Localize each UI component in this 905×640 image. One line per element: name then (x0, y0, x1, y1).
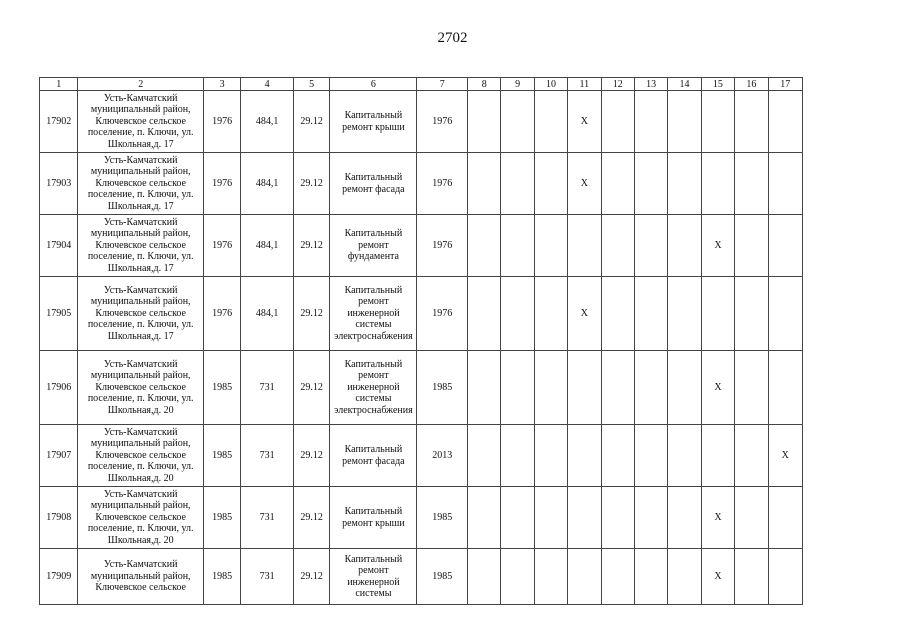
col-10-cell (534, 215, 567, 277)
table-row (40, 153, 803, 215)
table-row (40, 425, 803, 487)
col-9-cell (501, 215, 534, 277)
column-number-cell: 12 (601, 78, 634, 91)
col-17-cell (768, 549, 802, 605)
col-13-cell (634, 487, 667, 549)
col-9-cell (501, 91, 534, 153)
col-16-cell (735, 277, 768, 351)
column-number-cell: 17 (768, 78, 802, 91)
table-body (40, 78, 803, 605)
year-built-cell: 1976 (203, 91, 240, 153)
col-13-cell (634, 215, 667, 277)
col-12-cell (601, 487, 634, 549)
col-13-cell (634, 351, 667, 425)
row-number-cell: 17902 (40, 91, 78, 153)
col-8-cell (468, 351, 501, 425)
col-11-cell: Х (568, 91, 601, 153)
col-11-cell (568, 215, 601, 277)
work-type-cell: Капитальный ремонт фундамента (330, 215, 417, 277)
repair-schedule-table (39, 77, 803, 605)
table-row (40, 549, 803, 605)
deadline-cell: 29.12 (293, 277, 329, 351)
col-12-cell (601, 549, 634, 605)
table-row (40, 91, 803, 153)
year-built-cell: 1976 (203, 153, 240, 215)
col-9-cell (501, 487, 534, 549)
column-number-cell: 8 (468, 78, 501, 91)
row-number-cell: 17907 (40, 425, 78, 487)
col-13-cell (634, 549, 667, 605)
col-15-cell (701, 153, 734, 215)
col-15-cell: Х (701, 215, 734, 277)
work-year-cell: 1985 (417, 351, 468, 425)
year-built-cell: 1985 (203, 549, 240, 605)
deadline-cell: 29.12 (293, 549, 329, 605)
col-10-cell (534, 351, 567, 425)
year-built-cell: 1985 (203, 351, 240, 425)
column-number-cell: 9 (501, 78, 534, 91)
column-number-cell: 4 (241, 78, 294, 91)
work-year-cell: 1976 (417, 215, 468, 277)
col-8-cell (468, 215, 501, 277)
area-cell: 484,1 (241, 277, 294, 351)
work-type-cell: Капитальный ремонт инженерной системы (330, 549, 417, 605)
row-number-cell: 17904 (40, 215, 78, 277)
col-9-cell (501, 351, 534, 425)
col-12-cell (601, 215, 634, 277)
col-15-cell (701, 425, 734, 487)
work-year-cell: 2013 (417, 425, 468, 487)
col-13-cell (634, 425, 667, 487)
column-number-cell: 13 (634, 78, 667, 91)
work-type-cell: Капитальный ремонт крыши (330, 487, 417, 549)
col-14-cell (668, 351, 701, 425)
column-number-cell: 7 (417, 78, 468, 91)
col-16-cell (735, 215, 768, 277)
col-11-cell (568, 549, 601, 605)
col-17-cell (768, 153, 802, 215)
work-year-cell: 1985 (417, 487, 468, 549)
address-cell: Усть-Камчатский муниципальный район, Ключевское сельское (78, 549, 203, 605)
table-row (40, 215, 803, 277)
col-14-cell (668, 277, 701, 351)
col-16-cell (735, 351, 768, 425)
col-11-cell (568, 425, 601, 487)
column-number-cell: 16 (735, 78, 768, 91)
year-built-cell: 1976 (203, 215, 240, 277)
area-cell: 731 (241, 425, 294, 487)
col-12-cell (601, 425, 634, 487)
deadline-cell: 29.12 (293, 487, 329, 549)
address-cell: Усть-Камчатский муниципальный район, Ключевское сельское поселение, п. Ключи, ул. Школьная,д. 20 (78, 425, 203, 487)
deadline-cell: 29.12 (293, 351, 329, 425)
area-cell: 731 (241, 549, 294, 605)
col-17-cell (768, 91, 802, 153)
col-14-cell (668, 153, 701, 215)
col-8-cell (468, 153, 501, 215)
column-number-cell: 11 (568, 78, 601, 91)
col-13-cell (634, 153, 667, 215)
work-type-cell: Капитальный ремонт инженерной системы электроснабжения (330, 277, 417, 351)
col-10-cell (534, 487, 567, 549)
row-number-cell: 17908 (40, 487, 78, 549)
col-17-cell (768, 277, 802, 351)
col-15-cell (701, 91, 734, 153)
col-13-cell (634, 277, 667, 351)
work-type-cell: Капитальный ремонт фасада (330, 153, 417, 215)
col-11-cell (568, 351, 601, 425)
col-17-cell (768, 487, 802, 549)
col-12-cell (601, 91, 634, 153)
table-row (40, 277, 803, 351)
col-9-cell (501, 153, 534, 215)
work-type-cell: Капитальный ремонт фасада (330, 425, 417, 487)
col-16-cell (735, 487, 768, 549)
deadline-cell: 29.12 (293, 425, 329, 487)
col-10-cell (534, 425, 567, 487)
column-number-row (40, 78, 803, 91)
address-cell: Усть-Камчатский муниципальный район, Ключевское сельское поселение, п. Ключи, ул. Школьная,д. 17 (78, 153, 203, 215)
col-14-cell (668, 425, 701, 487)
table-row (40, 487, 803, 549)
address-cell: Усть-Камчатский муниципальный район, Ключевское сельское поселение, п. Ключи, ул. Школьная,д. 20 (78, 487, 203, 549)
area-cell: 484,1 (241, 153, 294, 215)
col-10-cell (534, 277, 567, 351)
deadline-cell: 29.12 (293, 153, 329, 215)
work-year-cell: 1985 (417, 549, 468, 605)
year-built-cell: 1976 (203, 277, 240, 351)
col-10-cell (534, 549, 567, 605)
col-15-cell (701, 277, 734, 351)
col-13-cell (634, 91, 667, 153)
col-9-cell (501, 549, 534, 605)
work-year-cell: 1976 (417, 153, 468, 215)
col-16-cell (735, 425, 768, 487)
area-cell: 731 (241, 487, 294, 549)
col-9-cell (501, 425, 534, 487)
column-number-cell: 2 (78, 78, 203, 91)
col-11-cell: Х (568, 277, 601, 351)
deadline-cell: 29.12 (293, 215, 329, 277)
column-number-cell: 15 (701, 78, 734, 91)
work-type-cell: Капитальный ремонт инженерной системы электроснабжения (330, 351, 417, 425)
address-cell: Усть-Камчатский муниципальный район, Ключевское сельское поселение, п. Ключи, ул. Школьная,д. 17 (78, 91, 203, 153)
work-year-cell: 1976 (417, 277, 468, 351)
col-9-cell (501, 277, 534, 351)
col-15-cell: Х (701, 351, 734, 425)
col-8-cell (468, 425, 501, 487)
col-15-cell: Х (701, 487, 734, 549)
col-12-cell (601, 351, 634, 425)
address-cell: Усть-Камчатский муниципальный район, Ключевское сельское поселение, п. Ключи, ул. Школьная,д. 17 (78, 277, 203, 351)
column-number-cell: 14 (668, 78, 701, 91)
area-cell: 484,1 (241, 91, 294, 153)
col-17-cell (768, 351, 802, 425)
col-16-cell (735, 153, 768, 215)
col-11-cell: Х (568, 153, 601, 215)
column-number-cell: 3 (203, 78, 240, 91)
address-cell: Усть-Камчатский муниципальный район, Ключевское сельское поселение, п. Ключи, ул. Школьная,д. 20 (78, 351, 203, 425)
area-cell: 731 (241, 351, 294, 425)
row-number-cell: 17903 (40, 153, 78, 215)
page-number: 2702 (437, 30, 468, 46)
row-number-cell: 17909 (40, 549, 78, 605)
col-14-cell (668, 549, 701, 605)
col-17-cell (768, 215, 802, 277)
col-14-cell (668, 487, 701, 549)
deadline-cell: 29.12 (293, 91, 329, 153)
col-15-cell: Х (701, 549, 734, 605)
col-11-cell (568, 487, 601, 549)
column-number-cell: 1 (40, 78, 78, 91)
col-14-cell (668, 215, 701, 277)
row-number-cell: 17906 (40, 351, 78, 425)
address-cell: Усть-Камчатский муниципальный район, Ключевское сельское поселение, п. Ключи, ул. Школьная,д. 17 (78, 215, 203, 277)
col-16-cell (735, 549, 768, 605)
col-8-cell (468, 91, 501, 153)
col-17-cell: Х (768, 425, 802, 487)
col-16-cell (735, 91, 768, 153)
row-number-cell: 17905 (40, 277, 78, 351)
area-cell: 484,1 (241, 215, 294, 277)
column-number-cell: 6 (330, 78, 417, 91)
col-12-cell (601, 153, 634, 215)
col-8-cell (468, 487, 501, 549)
year-built-cell: 1985 (203, 425, 240, 487)
col-12-cell (601, 277, 634, 351)
col-14-cell (668, 91, 701, 153)
table-row (40, 351, 803, 425)
work-type-cell: Капитальный ремонт крыши (330, 91, 417, 153)
year-built-cell: 1985 (203, 487, 240, 549)
work-year-cell: 1976 (417, 91, 468, 153)
col-10-cell (534, 91, 567, 153)
column-number-cell: 5 (293, 78, 329, 91)
col-8-cell (468, 549, 501, 605)
col-10-cell (534, 153, 567, 215)
col-8-cell (468, 277, 501, 351)
column-number-cell: 10 (534, 78, 567, 91)
